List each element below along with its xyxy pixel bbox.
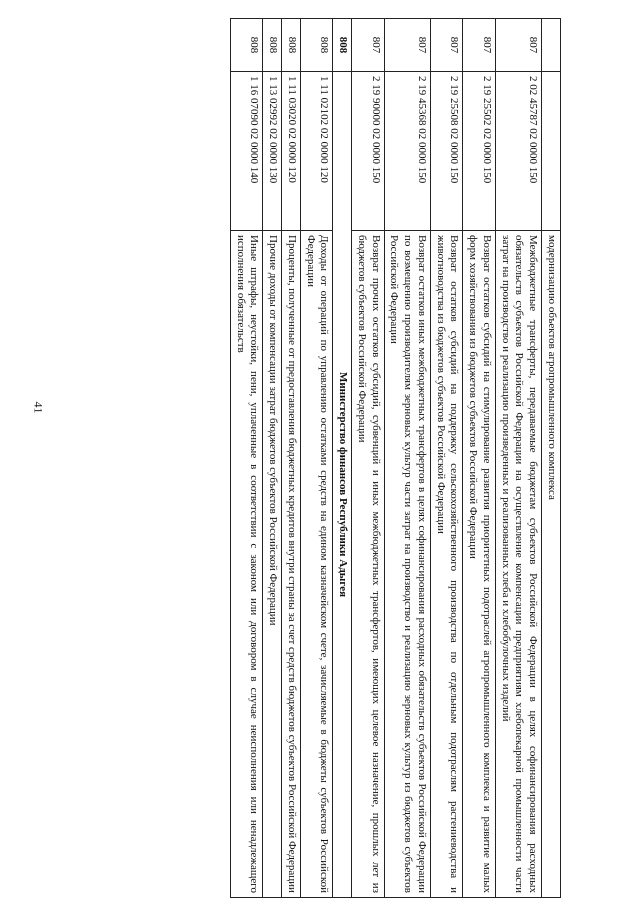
income-name-cell: Возврат остатков иных межбюджетных трансфертов в целях софинансирования расходных обязательств субъектов Российской Федерации по возмещению производителям зерновых культур части затрат на производство и реализацию зерновых культур из бюджетов субъектов Российской Федерации <box>384 231 430 898</box>
budget-code-cell: 1 11 03020 02 0000 120 <box>282 72 301 231</box>
budget-code-cell: 2 02 45787 02 0000 150 <box>496 72 542 231</box>
admin-code-cell: 807 <box>352 19 385 72</box>
budget-code-cell: 2 19 90000 02 0000 150 <box>352 72 385 231</box>
table-row <box>463 19 496 898</box>
table-row <box>496 19 542 898</box>
admin-code-cell: 808 <box>282 19 301 72</box>
budget-code-cell: 1 13 02992 02 0000 130 <box>263 72 282 231</box>
budget-code-cell <box>542 72 561 231</box>
page-number: 41 <box>31 401 46 414</box>
admin-code-cell: 807 <box>496 19 542 72</box>
table-row <box>301 19 334 898</box>
admin-code-cell <box>542 19 561 72</box>
table-row <box>282 19 301 898</box>
income-name-cell: Прочие доходы от компенсации затрат бюджетов субъектов Российской Федерации <box>263 231 282 898</box>
table-row <box>231 19 264 898</box>
income-codes-table <box>230 18 561 898</box>
income-name-cell: Доходы от операций по управлению остатками средств на едином казначейском счете, зачисляемые в бюджеты субъектов Российской Федерации <box>301 231 334 898</box>
budget-code-cell: 2 19 25502 02 0000 150 <box>463 72 496 231</box>
admin-code-cell: 808 <box>301 19 334 72</box>
department-admin-code: 808 <box>333 19 352 72</box>
admin-code-cell: 807 <box>431 19 464 72</box>
income-name-cell: Возврат остатков субсидий на стимулирование развития приоритетных подотраслей агропромышленного комплекса и развитие малых форм хозяйствования из бюджетов субъектов Российской Федерации <box>463 231 496 898</box>
table-row <box>542 19 561 898</box>
rotated-page <box>61 18 561 898</box>
budget-code-cell: 2 19 45368 02 0000 150 <box>384 72 430 231</box>
admin-code-cell: 807 <box>463 19 496 72</box>
department-name: Министерство финансов Республики Адыгея <box>333 72 352 898</box>
budget-code-cell: 1 16 07090 02 0000 140 <box>231 72 264 231</box>
table-row <box>431 19 464 898</box>
department-header-row <box>333 19 352 898</box>
income-name-cell: Проценты, полученные от предоставления бюджетных кредитов внутри страны за счет средств бюджетов субъектов Российской Федерации <box>282 231 301 898</box>
budget-code-cell: 2 19 25508 02 0000 150 <box>431 72 464 231</box>
income-name-cell: Межбюджетные трансферты, передаваемые бюджетам субъектов Российской Федерации в целях софинансирования расходных обязательств субъектов Российской Федерации на осуществление компенсации предприятиям хлебопекарной промышленности части затрат на производство и реализацию произведенных и реализованных хлеба и хлебобулочных изделий <box>496 231 542 898</box>
income-name-cell: Возврат прочих остатков субсидий, субвенций и иных межбюджетных трансфертов, имеющих целевое назначение, прошлых лет из бюджетов субъектов Российской Федерации <box>352 231 385 898</box>
budget-code-cell: 1 11 02102 02 0000 120 <box>301 72 334 231</box>
table-row <box>352 19 385 898</box>
table-row <box>263 19 282 898</box>
admin-code-cell: 808 <box>231 19 264 72</box>
table-row <box>384 19 430 898</box>
income-name-cell: Возврат остатков субсидий на поддержку сельскохозяйственного производства по отдельным подотраслям растениеводства и животноводства из бюджетов субъектов Российской Федерации <box>431 231 464 898</box>
income-name-cell: Иные штрафы, неустойки, пени, уплаченные в соответствии с законом или договором в случае неисполнения или ненадлежащего исполнения обязательств <box>231 231 264 898</box>
income-name-cell: модернизацию объектов агропромышленного комплекса <box>542 231 561 898</box>
admin-code-cell: 807 <box>384 19 430 72</box>
admin-code-cell: 808 <box>263 19 282 72</box>
